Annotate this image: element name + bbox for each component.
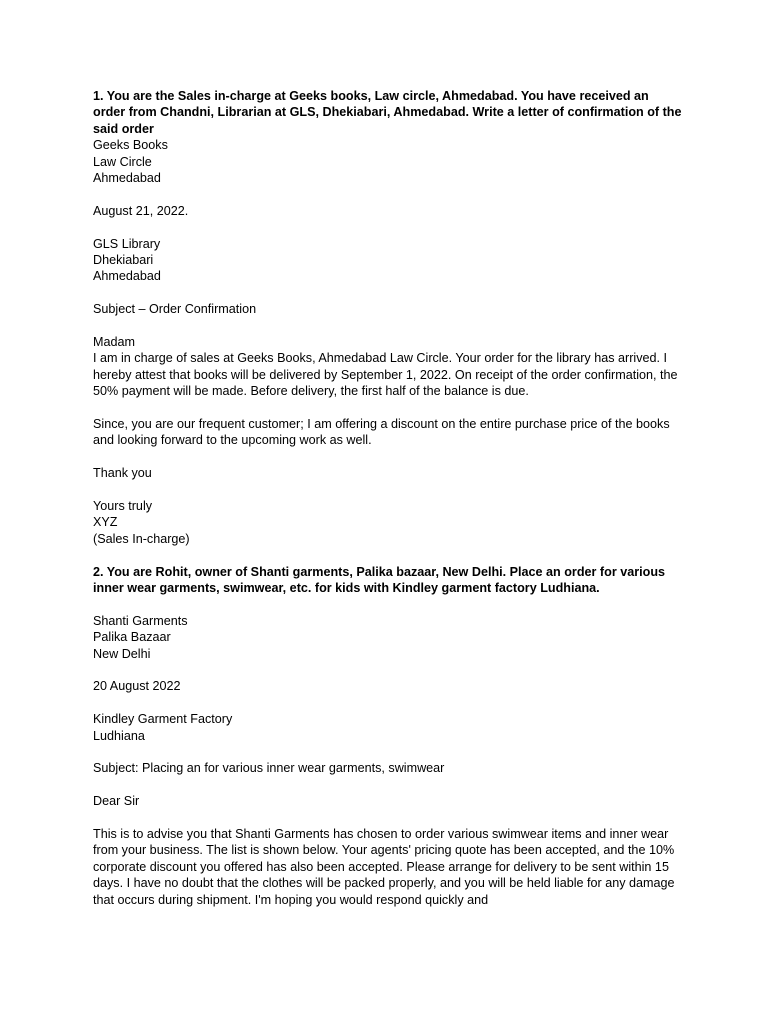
letter-date: 20 August 2022 <box>93 679 181 694</box>
recipient-line-2: Ludhiana <box>93 728 145 743</box>
letter-salutation: Madam <box>93 335 135 350</box>
spacer <box>93 285 683 301</box>
recipient-line-1: GLS Library <box>93 236 161 251</box>
spacer <box>93 400 683 416</box>
spacer <box>93 695 683 711</box>
spacer <box>93 482 683 498</box>
sender-line-1: Geeks Books <box>93 138 168 153</box>
spacer <box>93 596 683 612</box>
spacer <box>93 219 683 235</box>
sender-line-3: Ahmedabad <box>93 171 161 186</box>
spacer <box>93 449 683 465</box>
spacer <box>93 662 683 678</box>
letter-subject: Subject – Order Confirmation <box>93 302 257 317</box>
spacer <box>93 810 683 826</box>
recipient-line-2: Dhekiabari <box>93 253 154 268</box>
spacer <box>93 186 683 202</box>
sender-line-2: Palika Bazaar <box>93 630 171 645</box>
closing-line-2: XYZ <box>93 515 118 530</box>
question-1: 1. You are the Sales in-charge at Geeks books, Law circle, Ahmedabad. You have received an order from Chandni, Librarian at GLS, Dhekiabari, Ahmedabad. Write a letter of confirmation of the said order <box>93 89 682 136</box>
letter-body-paragraph: Since, you are our frequent customer; I am offering a discount on the entire purchase price of the books and looking forward to the upcoming work as well. <box>93 417 670 448</box>
sender-line-2: Law Circle <box>93 154 152 169</box>
letter-thanks: Thank you <box>93 466 152 481</box>
spacer <box>93 744 683 760</box>
spacer <box>93 777 683 793</box>
letter-body-paragraph: This is to advise you that Shanti Garments has chosen to order various swimwear items and inner wear from your business. The list is shown below. Your agents' pricing quote has been accepted, and the 10% corporate discount you offered has also been accepted. Please arrange for delivery to be sent within 15 days. I have no doubt that the clothes will be packed properly, and you will be held liable for any damage that occurs during shipment. I'm hoping you would respond quickly and <box>93 827 675 907</box>
spacer <box>93 547 683 563</box>
document-page <box>93 88 683 908</box>
question-2: 2. You are Rohit, owner of Shanti garments, Palika bazaar, New Delhi. Place an order for various inner wear garments, swimwear, etc. for kids with Kindley garment factory Ludhiana. <box>93 564 666 596</box>
closing-line-1: Yours truly <box>93 499 153 514</box>
sender-line-3: New Delhi <box>93 646 151 661</box>
letter-subject: Subject: Placing an for various inner wear garments, swimwear <box>93 761 445 776</box>
letter-salutation: Dear Sir <box>93 794 140 809</box>
recipient-line-3: Ahmedabad <box>93 269 161 284</box>
letter-date: August 21, 2022. <box>93 203 189 218</box>
letter-body-paragraph: I am in charge of sales at Geeks Books, Ahmedabad Law Circle. Your order for the library has arrived. I hereby attest that books will be delivered by September 1, 2022. On receipt of the order confirmation, the 50% payment will be made. Before delivery, the first half of the balance is due. <box>93 351 678 399</box>
sender-line-1: Shanti Garments <box>93 613 188 628</box>
closing-line-3: (Sales In-charge) <box>93 531 190 546</box>
recipient-line-1: Kindley Garment Factory <box>93 712 233 727</box>
spacer <box>93 318 683 334</box>
